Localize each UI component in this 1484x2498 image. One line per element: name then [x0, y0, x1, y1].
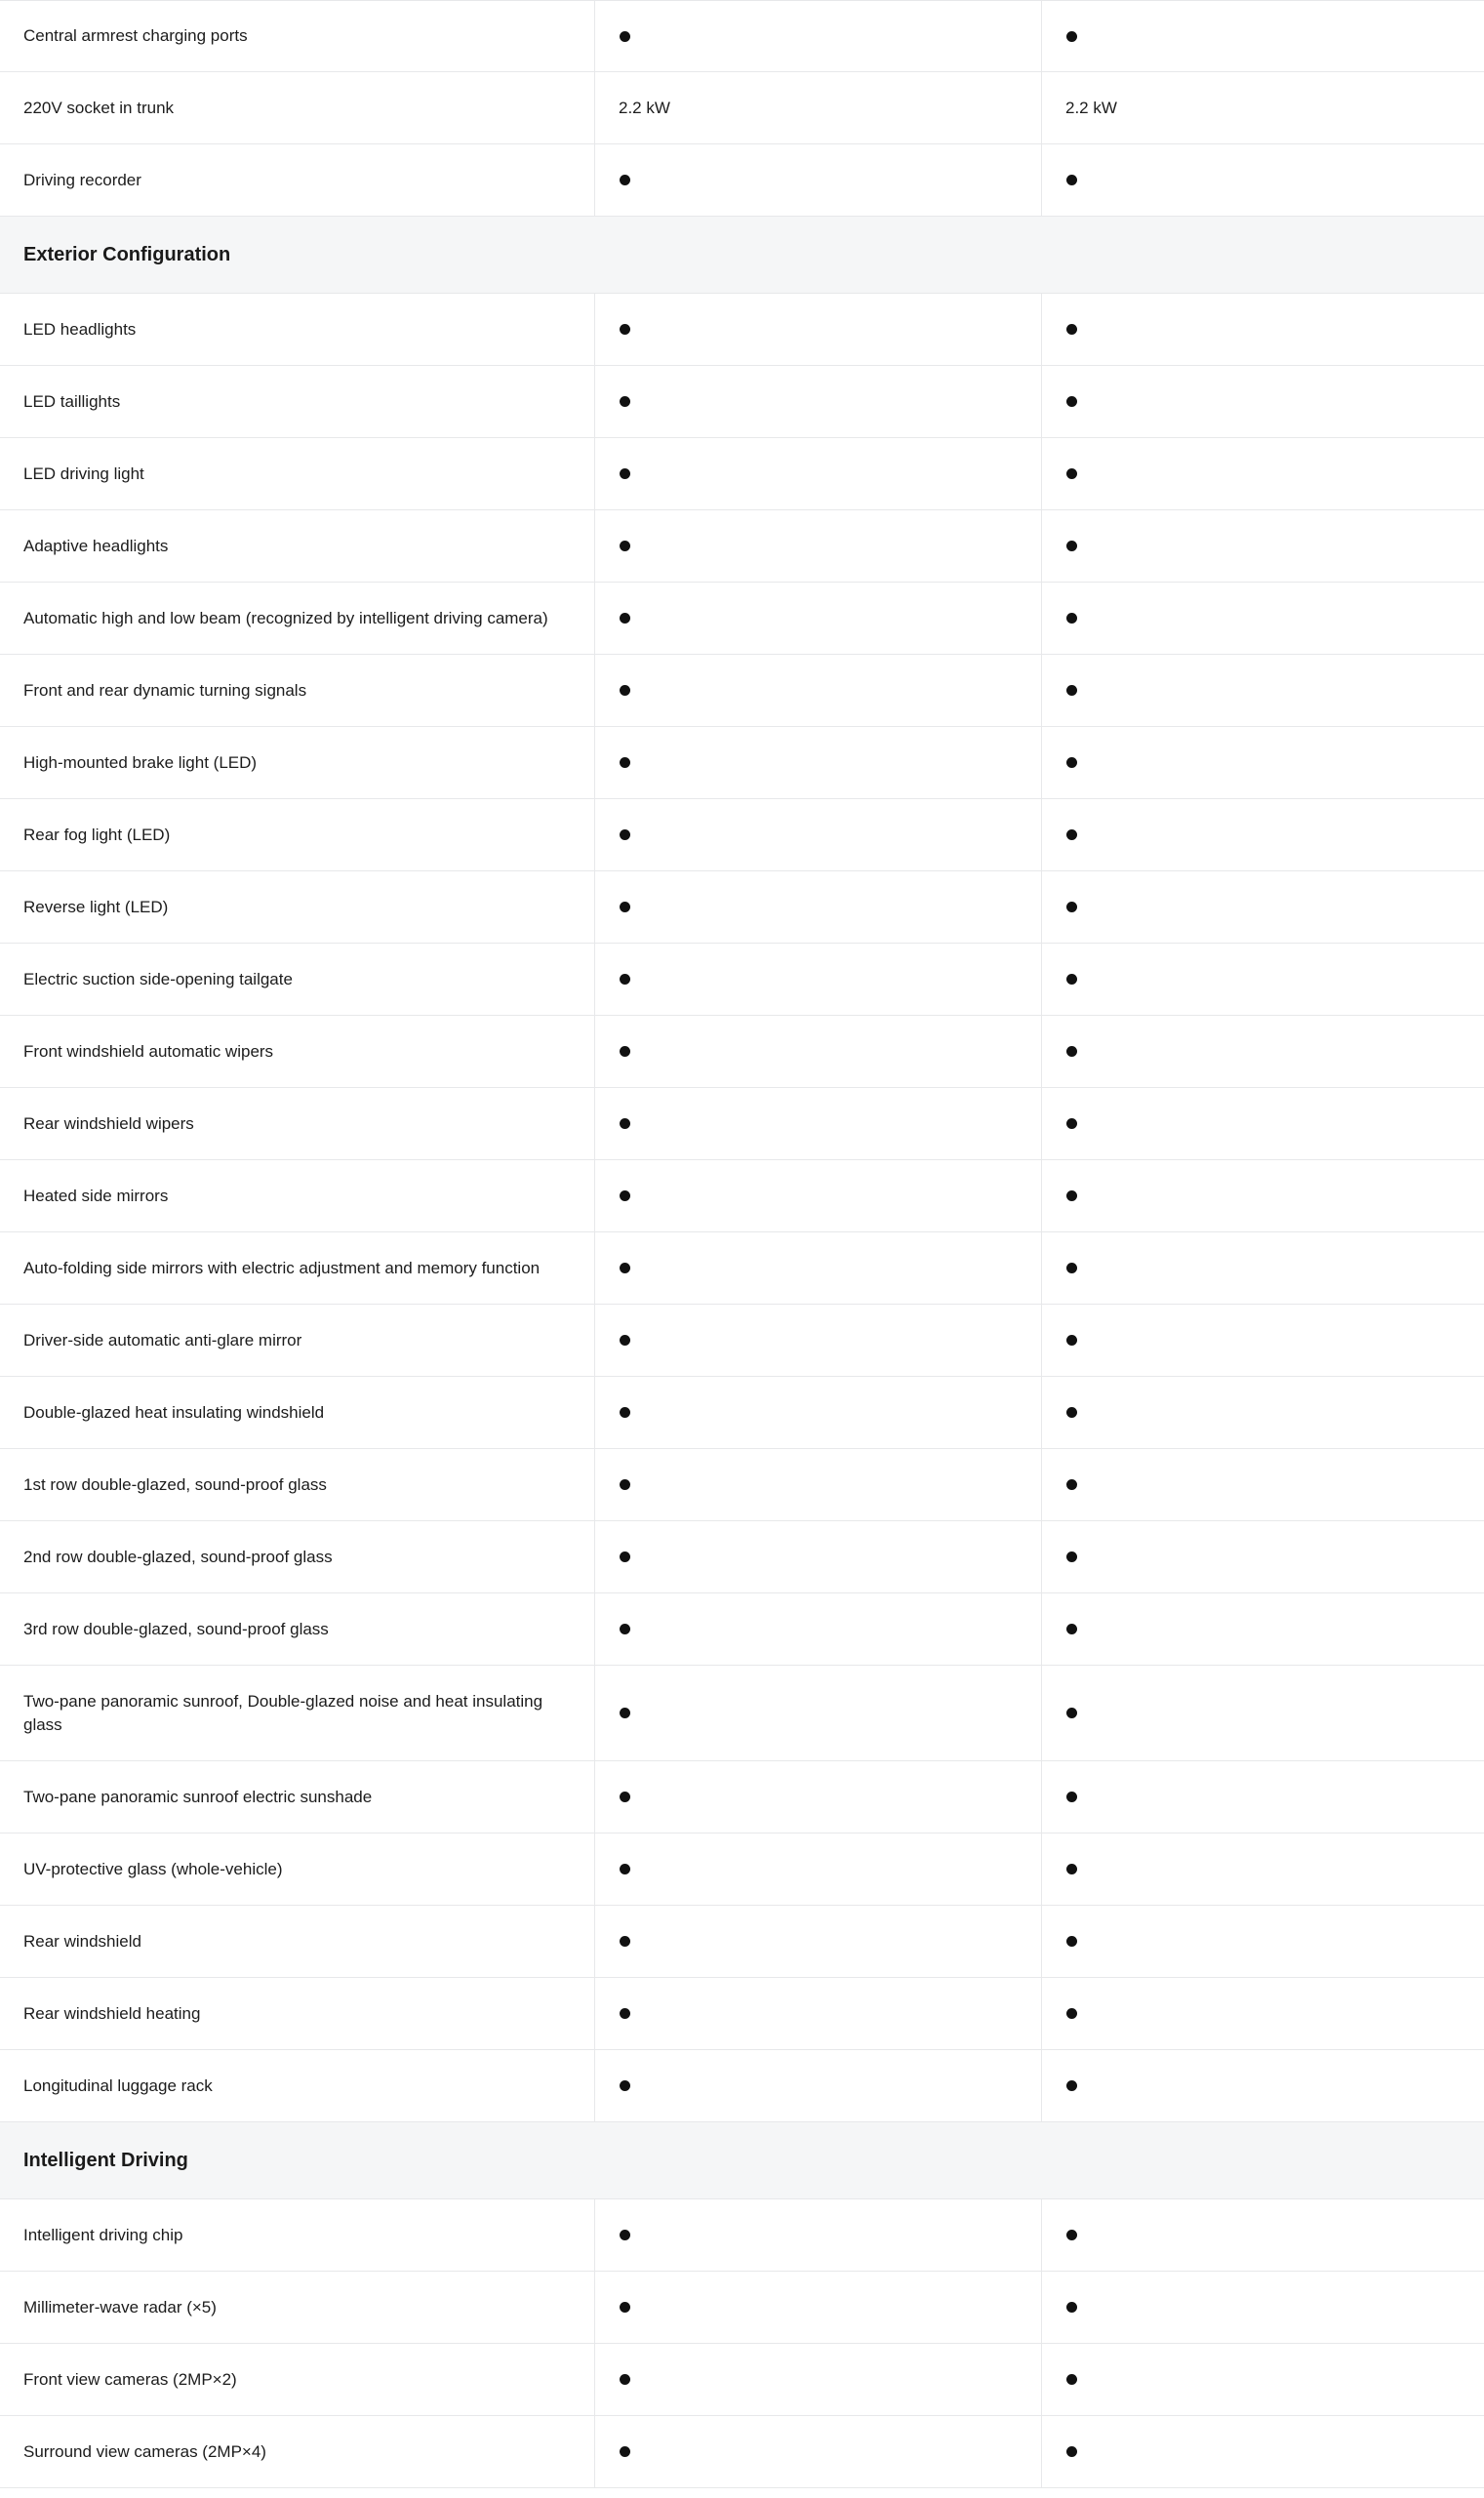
- standard-dot-icon: [620, 1624, 630, 1634]
- trim-a-cell: [595, 1593, 1042, 1665]
- standard-dot-icon: [1066, 1190, 1077, 1201]
- trim-a-cell: [595, 1305, 1042, 1376]
- standard-dot-icon: [1066, 1708, 1077, 1718]
- trim-a-cell: [595, 1978, 1042, 2049]
- section-title: Exterior Configuration: [23, 243, 231, 265]
- standard-dot-icon: [1066, 31, 1077, 42]
- trim-b-cell: [1042, 727, 1484, 798]
- feature-label: 220V socket in trunk: [0, 72, 595, 143]
- standard-dot-icon: [620, 685, 630, 696]
- feature-label: Rear windshield wipers: [0, 1088, 595, 1159]
- trim-a-cell: [595, 1761, 1042, 1833]
- standard-dot-icon: [620, 324, 630, 335]
- trim-a-cell: [595, 438, 1042, 509]
- standard-dot-icon: [620, 2446, 630, 2457]
- feature-label: Adaptive headlights: [0, 510, 595, 582]
- table-row: [0, 871, 1484, 944]
- feature-label: Front and rear dynamic turning signals: [0, 655, 595, 726]
- standard-dot-icon: [1066, 902, 1077, 912]
- feature-label: Reverse light (LED): [0, 871, 595, 943]
- table-row: [0, 1906, 1484, 1978]
- standard-dot-icon: [1066, 1263, 1077, 1273]
- table-row: [0, 655, 1484, 727]
- standard-dot-icon: [620, 1479, 630, 1490]
- standard-dot-icon: [1066, 1864, 1077, 1874]
- standard-dot-icon: [1066, 2230, 1077, 2240]
- trim-b-cell: [1042, 72, 1484, 143]
- standard-dot-icon: [1066, 1792, 1077, 1802]
- standard-dot-icon: [1066, 468, 1077, 479]
- table-row: [0, 1978, 1484, 2050]
- standard-dot-icon: [620, 2230, 630, 2240]
- feature-label: Longitudinal luggage rack: [0, 2050, 595, 2121]
- standard-dot-icon: [620, 396, 630, 407]
- standard-dot-icon: [1066, 1624, 1077, 1634]
- trim-b-cell: [1042, 366, 1484, 437]
- feature-label: LED taillights: [0, 366, 595, 437]
- feature-label: Automatic high and low beam (recognized by intelligent driving camera): [0, 583, 595, 654]
- standard-dot-icon: [1066, 974, 1077, 985]
- table-row: [0, 1160, 1484, 1232]
- feature-label: Front view cameras (2MP×2): [0, 2344, 595, 2415]
- standard-dot-icon: [620, 2008, 630, 2019]
- standard-dot-icon: [1066, 396, 1077, 407]
- trim-a-cell: [595, 1, 1042, 71]
- trim-b-cell: [1042, 1305, 1484, 1376]
- trim-a-cell: [595, 1232, 1042, 1304]
- trim-b-cell: [1042, 294, 1484, 365]
- trim-a-cell: [595, 366, 1042, 437]
- standard-dot-icon: [1066, 1551, 1077, 1562]
- trim-a-cell: [595, 944, 1042, 1015]
- table-row: [0, 1833, 1484, 1906]
- trim-b-cell: [1042, 871, 1484, 943]
- feature-label: Intelligent driving chip: [0, 2199, 595, 2271]
- feature-label: 3rd row double-glazed, sound-proof glass: [0, 1593, 595, 1665]
- table-row: [0, 510, 1484, 583]
- table-row: [0, 438, 1484, 510]
- table-row: [0, 1761, 1484, 1833]
- feature-label: Rear fog light (LED): [0, 799, 595, 870]
- standard-dot-icon: [620, 541, 630, 551]
- trim-b-cell: [1042, 944, 1484, 1015]
- table-row: [0, 366, 1484, 438]
- standard-dot-icon: [620, 757, 630, 768]
- table-row: [0, 1666, 1484, 1761]
- trim-b-cell: [1042, 1593, 1484, 1665]
- standard-dot-icon: [620, 468, 630, 479]
- standard-dot-icon: [620, 2080, 630, 2091]
- spec-value: 2.2 kW: [1065, 98, 1117, 117]
- feature-label: Front windshield automatic wipers: [0, 1016, 595, 1087]
- trim-b-cell: [1042, 1906, 1484, 1977]
- trim-b-cell: [1042, 144, 1484, 216]
- table-row: [0, 1593, 1484, 1666]
- trim-a-cell: [595, 144, 1042, 216]
- feature-label: Millimeter-wave radar (×5): [0, 2272, 595, 2343]
- table-row: [0, 2272, 1484, 2344]
- table-row: [0, 1305, 1484, 1377]
- table-row: [0, 144, 1484, 217]
- trim-a-cell: [595, 1521, 1042, 1592]
- standard-dot-icon: [620, 1551, 630, 1562]
- standard-dot-icon: [1066, 541, 1077, 551]
- standard-dot-icon: [620, 1936, 630, 1947]
- trim-b-cell: [1042, 510, 1484, 582]
- standard-dot-icon: [620, 1335, 630, 1346]
- standard-dot-icon: [1066, 757, 1077, 768]
- feature-label: LED headlights: [0, 294, 595, 365]
- trim-b-cell: [1042, 2199, 1484, 2271]
- trim-b-cell: [1042, 2272, 1484, 2343]
- standard-dot-icon: [620, 974, 630, 985]
- standard-dot-icon: [620, 1046, 630, 1057]
- trim-a-cell: [595, 1833, 1042, 1905]
- feature-label: Double-glazed heat insulating windshield: [0, 1377, 595, 1448]
- feature-label: High-mounted brake light (LED): [0, 727, 595, 798]
- standard-dot-icon: [620, 1190, 630, 1201]
- trim-b-cell: [1042, 655, 1484, 726]
- standard-dot-icon: [1066, 2302, 1077, 2313]
- trim-a-cell: [595, 2416, 1042, 2487]
- standard-dot-icon: [1066, 1936, 1077, 1947]
- trim-a-cell: [595, 1088, 1042, 1159]
- trim-b-cell: [1042, 2416, 1484, 2487]
- table-row: [0, 2344, 1484, 2416]
- spec-value: 2.2 kW: [619, 98, 670, 117]
- table-row: [0, 1232, 1484, 1305]
- standard-dot-icon: [1066, 1479, 1077, 1490]
- trim-a-cell: [595, 72, 1042, 143]
- standard-dot-icon: [620, 613, 630, 624]
- trim-a-cell: [595, 655, 1042, 726]
- trim-b-cell: [1042, 1761, 1484, 1833]
- table-row: [0, 1377, 1484, 1449]
- table-row: [0, 799, 1484, 871]
- standard-dot-icon: [1066, 685, 1077, 696]
- feature-label: Driving recorder: [0, 144, 595, 216]
- section-header: [0, 2122, 1484, 2199]
- trim-a-cell: [595, 1449, 1042, 1520]
- table-row: [0, 1088, 1484, 1160]
- trim-b-cell: [1042, 583, 1484, 654]
- standard-dot-icon: [620, 829, 630, 840]
- trim-b-cell: [1042, 1833, 1484, 1905]
- standard-dot-icon: [1066, 2446, 1077, 2457]
- trim-a-cell: [595, 2199, 1042, 2271]
- trim-a-cell: [595, 2344, 1042, 2415]
- trim-b-cell: [1042, 1, 1484, 71]
- table-row: [0, 2199, 1484, 2272]
- feature-label: Central armrest charging ports: [0, 1, 595, 71]
- standard-dot-icon: [1066, 1046, 1077, 1057]
- table-row: [0, 1449, 1484, 1521]
- standard-dot-icon: [1066, 324, 1077, 335]
- table-row: [0, 944, 1484, 1016]
- feature-label: Heated side mirrors: [0, 1160, 595, 1231]
- table-row: [0, 2050, 1484, 2122]
- standard-dot-icon: [1066, 175, 1077, 185]
- feature-label: Driver-side automatic anti-glare mirror: [0, 1305, 595, 1376]
- standard-dot-icon: [620, 1792, 630, 1802]
- standard-dot-icon: [1066, 2008, 1077, 2019]
- section-header: [0, 217, 1484, 294]
- standard-dot-icon: [620, 175, 630, 185]
- trim-a-cell: [595, 871, 1042, 943]
- standard-dot-icon: [620, 1708, 630, 1718]
- trim-a-cell: [595, 1666, 1042, 1760]
- table-row: [0, 727, 1484, 799]
- trim-a-cell: [595, 1906, 1042, 1977]
- feature-label: Two-pane panoramic sunroof, Double-glazed noise and heat insulating glass: [0, 1666, 595, 1760]
- standard-dot-icon: [1066, 2374, 1077, 2385]
- feature-label: 1st row double-glazed, sound-proof glass: [0, 1449, 595, 1520]
- table-row: [0, 583, 1484, 655]
- trim-a-cell: [595, 2050, 1042, 2121]
- table-row: [0, 1521, 1484, 1593]
- trim-b-cell: [1042, 1088, 1484, 1159]
- standard-dot-icon: [620, 902, 630, 912]
- trim-b-cell: [1042, 1449, 1484, 1520]
- standard-dot-icon: [620, 31, 630, 42]
- trim-b-cell: [1042, 2344, 1484, 2415]
- standard-dot-icon: [620, 1118, 630, 1129]
- trim-a-cell: [595, 799, 1042, 870]
- trim-b-cell: [1042, 1978, 1484, 2049]
- trim-b-cell: [1042, 2050, 1484, 2121]
- standard-dot-icon: [1066, 829, 1077, 840]
- trim-a-cell: [595, 510, 1042, 582]
- standard-dot-icon: [1066, 2080, 1077, 2091]
- feature-label: LED driving light: [0, 438, 595, 509]
- trim-a-cell: [595, 1160, 1042, 1231]
- trim-b-cell: [1042, 438, 1484, 509]
- trim-b-cell: [1042, 1160, 1484, 1231]
- trim-b-cell: [1042, 1521, 1484, 1592]
- standard-dot-icon: [620, 1263, 630, 1273]
- trim-a-cell: [595, 583, 1042, 654]
- standard-dot-icon: [1066, 1118, 1077, 1129]
- trim-b-cell: [1042, 1377, 1484, 1448]
- standard-dot-icon: [1066, 1407, 1077, 1418]
- trim-a-cell: [595, 727, 1042, 798]
- trim-b-cell: [1042, 799, 1484, 870]
- feature-label: Two-pane panoramic sunroof electric sunshade: [0, 1761, 595, 1833]
- trim-a-cell: [595, 294, 1042, 365]
- standard-dot-icon: [1066, 1335, 1077, 1346]
- table-row: [0, 0, 1484, 72]
- trim-a-cell: [595, 1377, 1042, 1448]
- trim-b-cell: [1042, 1232, 1484, 1304]
- feature-label: Auto-folding side mirrors with electric adjustment and memory function: [0, 1232, 595, 1304]
- feature-label: Surround view cameras (2MP×4): [0, 2416, 595, 2487]
- standard-dot-icon: [620, 2302, 630, 2313]
- standard-dot-icon: [620, 1864, 630, 1874]
- feature-label: Rear windshield: [0, 1906, 595, 1977]
- feature-label: UV-protective glass (whole-vehicle): [0, 1833, 595, 1905]
- feature-label: 2nd row double-glazed, sound-proof glass: [0, 1521, 595, 1592]
- table-row: [0, 294, 1484, 366]
- standard-dot-icon: [620, 2374, 630, 2385]
- feature-label: Electric suction side-opening tailgate: [0, 944, 595, 1015]
- section-title: Intelligent Driving: [23, 2149, 188, 2171]
- table-row: [0, 72, 1484, 144]
- standard-dot-icon: [1066, 613, 1077, 624]
- table-row: [0, 1016, 1484, 1088]
- feature-label: Rear windshield heating: [0, 1978, 595, 2049]
- trim-a-cell: [595, 2272, 1042, 2343]
- trim-a-cell: [595, 1016, 1042, 1087]
- standard-dot-icon: [620, 1407, 630, 1418]
- trim-b-cell: [1042, 1666, 1484, 1760]
- trim-b-cell: [1042, 1016, 1484, 1087]
- table-row: [0, 2416, 1484, 2488]
